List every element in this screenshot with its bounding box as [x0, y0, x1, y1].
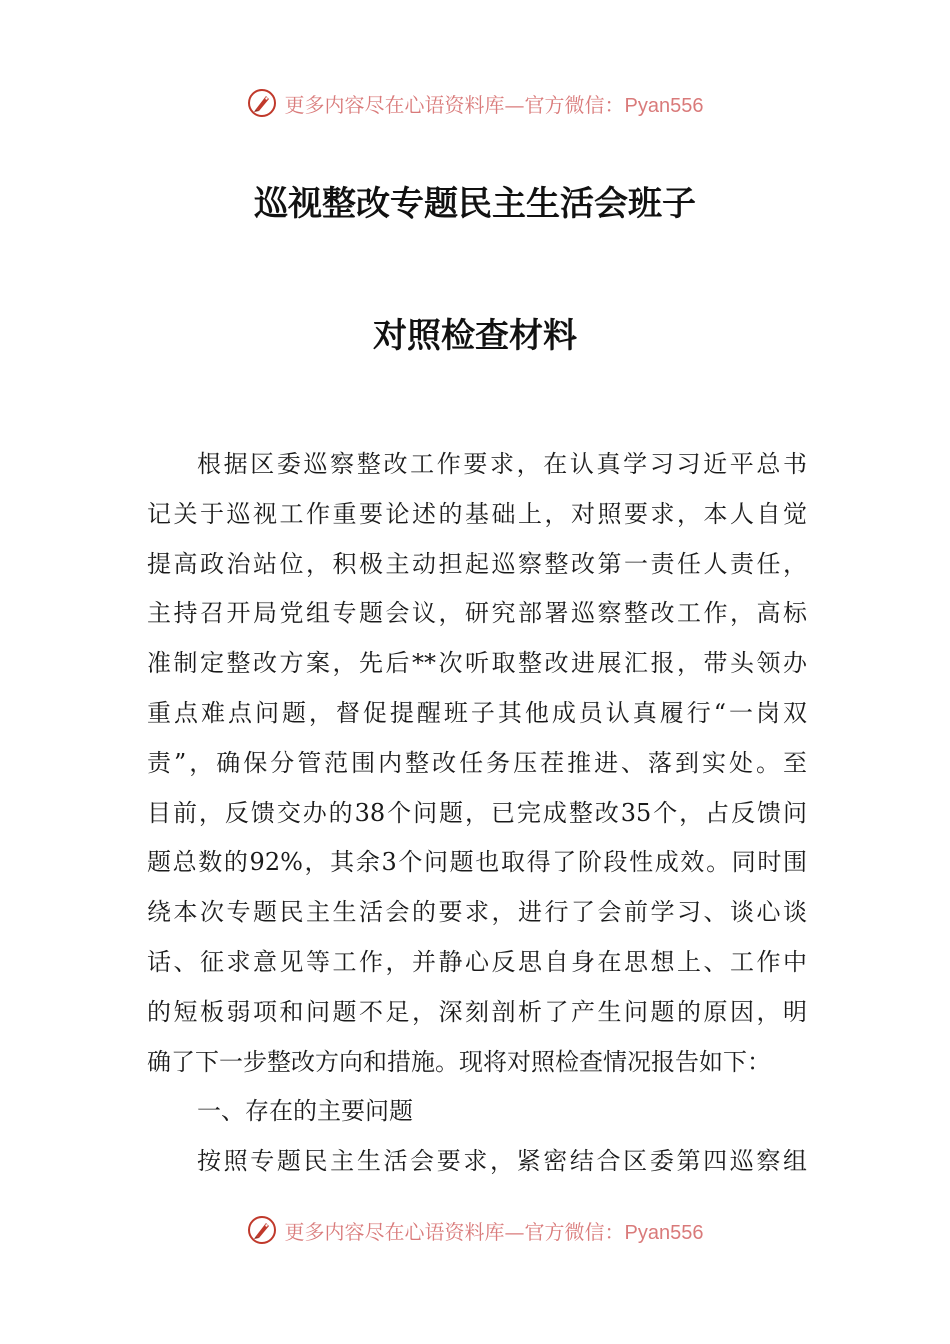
body-line: 根据区委巡察整改工作要求，在认真学习习近平总书: [197, 450, 807, 478]
pen-nib-logo-icon: [247, 88, 277, 118]
body-line: 目前，反馈交办的38个问题，已完成整改35个，占反馈问: [147, 798, 807, 827]
pen-nib-logo-icon: [247, 1215, 277, 1245]
wechat-id: Pyan556: [624, 1221, 704, 1244]
body-line: 话、征求意见等工作，并静心反思自身在思想上、工作中: [147, 947, 807, 976]
body-line: 提高政治站位，积极主动担起巡察整改第一责任人责任，: [147, 549, 807, 578]
body-line: 绕本次专题民主生活会的要求，进行了会前学习、谈心谈: [147, 898, 807, 927]
body-line: 主持召开局党组专题会议，研究部署巡察整改工作，高标: [147, 599, 807, 628]
body-line: 按照专题民主生活会要求，紧密结合区委第四巡察组: [197, 1147, 807, 1176]
body-line: 记关于巡视工作重要论述的基础上，对照要求，本人自觉: [147, 499, 807, 528]
body-line: 重点难点问题，督促提醒班子其他成员认真履行“一岗双: [147, 698, 807, 727]
wechat-id: Pyan556: [624, 94, 704, 117]
document-title-line2: 对照检查材料: [373, 316, 577, 356]
banner-text: 更多内容尽在心语资料库—官方微信：Pyan556: [284, 92, 704, 117]
body-line: 责”，确保分管范围内整改任务压茬推进、落到实处。至: [147, 748, 807, 777]
body-line: 的短板弱项和问题不足，深刻剖析了产生问题的原因，明: [147, 997, 807, 1026]
header-banner: [0, 83, 950, 123]
banner-text: 更多内容尽在心语资料库—官方微信：Pyan556: [284, 1219, 704, 1244]
body-line: 题总数的92%，其余3个问题也取得了阶段性成效。同时围: [147, 848, 807, 877]
footer-banner: [0, 1210, 950, 1250]
document-title-line1: 巡视整改专题民主生活会班子: [254, 184, 696, 224]
body-line: 确了下一步整改方向和措施。现将对照检查情况报告如下：: [147, 1047, 771, 1076]
document-body: [147, 440, 807, 1187]
body-line: 准制定整改方案，先后**次听取整改进展汇报，带头领办: [147, 649, 807, 678]
section-heading: 一、存在的主要问题: [197, 1097, 413, 1126]
